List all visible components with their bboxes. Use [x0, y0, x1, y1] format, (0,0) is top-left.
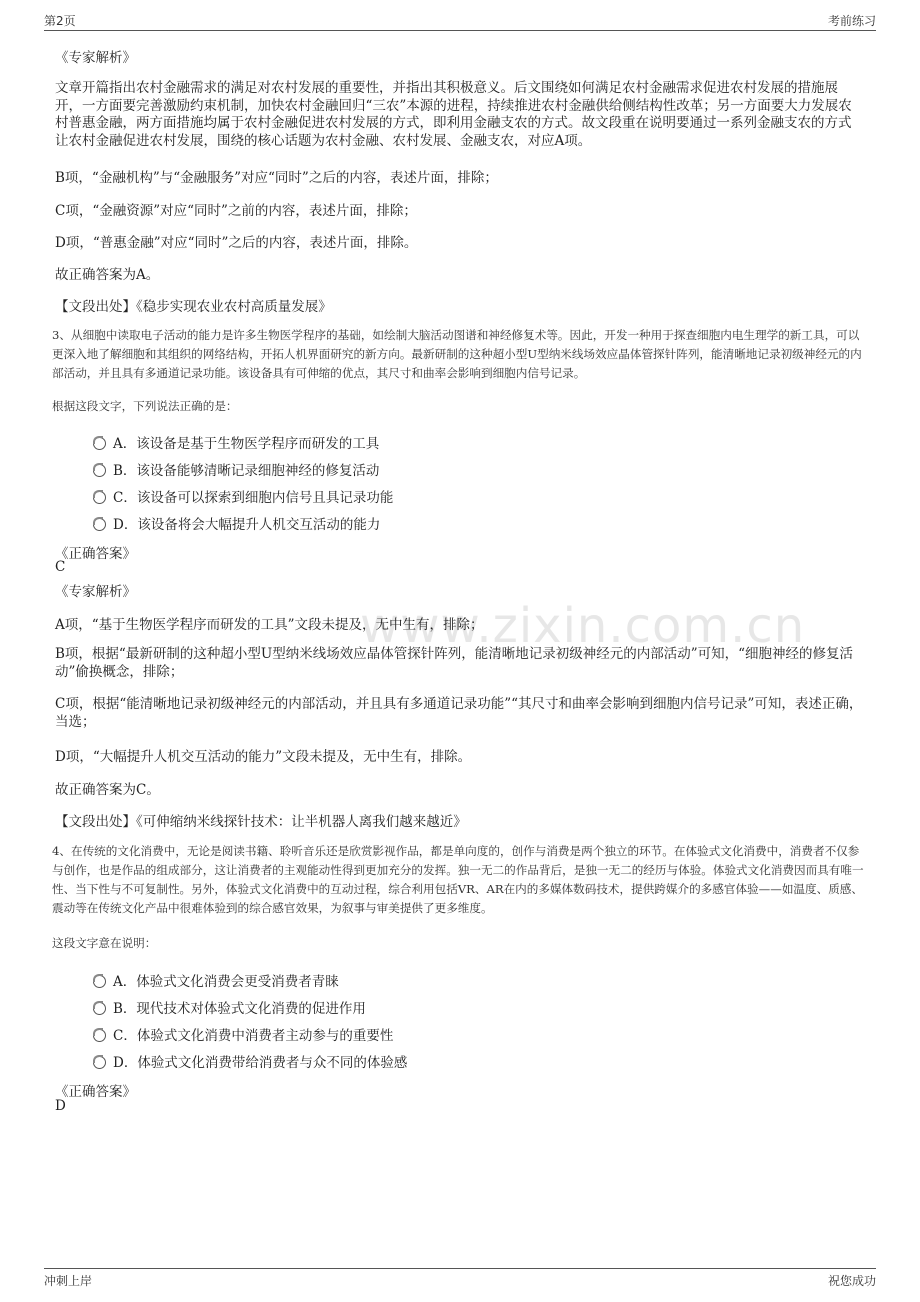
- radio-icon[interactable]: [93, 1002, 106, 1015]
- header-title: 考前练习: [827, 14, 876, 28]
- radio-icon[interactable]: [93, 1056, 106, 1069]
- page-number: 第2页: [44, 14, 76, 28]
- question-4-option-b[interactable]: B．现代技术对体验式文化消费的促进作用: [93, 997, 366, 1017]
- answer-label: 《正确答案》: [55, 1084, 136, 1100]
- radio-icon[interactable]: [93, 437, 106, 450]
- conclusion: 故正确答案为A。: [55, 267, 160, 283]
- footer-left: 冲刺上岸: [44, 1274, 93, 1288]
- analysis-text: 文章开篇指出农村金融需求的满足对农村发展的重要性，并指出其积极意义。后文围绕如何满足农村金融需求促进农村发展的措施展开，一方面要完善激励约束机制，加快农村金融回归“三农”本源的进程，持续推进农村金融供给侧结构性改革；另一方面要大力发展农村普惠金融，两方面措施均属于农村金融促进农村发展的方式，即利用金融支农的方式。故文段重在说明要通过一系列金融支农的方式让农村金融促进农村发展，围绕的核心话题为农村金融、农村发展、金融支农，对应A项。: [55, 80, 852, 149]
- question-3-option-c[interactable]: C．该设备可以探索到细胞内信号且具记录功能: [93, 486, 393, 506]
- question-3-option-d[interactable]: D．该设备将会大幅提升人机交互活动的能力: [93, 513, 380, 533]
- question-4-option-d[interactable]: D．体验式文化消费带给消费者与众不同的体验感: [93, 1051, 407, 1071]
- radio-icon[interactable]: [93, 491, 106, 504]
- radio-icon[interactable]: [93, 975, 106, 988]
- analysis-option-a: A项，“基于生物医学程序而研发的工具”文段未提及，无中生有，排除；: [55, 617, 484, 633]
- question-4-stem: 4、在传统的文化消费中，无论是阅读书籍、聆听音乐还是欣赏影视作品，都是单向度的，创作与消费是两个独立的环节。在体验式文化消费中，消费者不仅参与创作，也是作品的组成部分，这让消费者的主观能动性得到更加充分的发挥。独一无二的作品背后，是独一无二的经历与体验。体验式文化消费因而具有唯一性、当下性与不可复制性。另外，体验式文化消费中的互动过程，综合利用包括VR、AR在内的多媒体数码技术，提供跨媒介的多感官体验——如温度、质感、震动等在传统文化产品中很难体验到的综合感官效果，为叙事与审美提供了更多维度。: [52, 844, 864, 915]
- analysis-option-b: B项，根据“最新研制的这种超小型U型纳米线场效应晶体管探针阵列，能清晰地记录初级神经元的内部活动”可知，“细胞神经的修复活动”偷换概念，排除；: [55, 646, 854, 680]
- watermark: www.zixin.com.cn: [360, 598, 806, 654]
- question-3-option-a[interactable]: A．该设备是基于生物医学程序而研发的工具: [93, 432, 379, 452]
- source: 【文段出处】《稳步实现农业农村高质量发展》: [55, 299, 332, 315]
- radio-icon[interactable]: [93, 1029, 106, 1042]
- analysis-option-b: B项，“金融机构”与“金融服务”对应“同时”之后的内容，表述片面，排除；: [55, 170, 498, 186]
- source: 【文段出处】《可伸缩纳米线探针技术：让半机器人离我们越来越近》: [55, 814, 467, 830]
- page-header: [44, 12, 876, 31]
- question-3-stem: 3、从细胞中读取电子活动的能力是许多生物医学程序的基础，如绘制大脑活动图谱和神经修复术等。因此，开发一种用于探查细胞内电生理学的新工具，可以更深入地了解细胞和其组织的网络结构，开拓人机界面研究的新方向。最新研制的这种超小型U型纳米线场效应晶体管探针阵列，能清晰地记录初级神经元的内部活动，并且具有多通道记录功能。该设备具有可伸缩的优点，其尺寸和曲率会影响到细胞内信号记录。: [52, 328, 862, 380]
- analysis-label: 《专家解析》: [55, 584, 136, 600]
- analysis-option-d: D项，“普惠金融”对应“同时”之后的内容，表述片面，排除。: [55, 235, 418, 251]
- radio-icon[interactable]: [93, 518, 106, 531]
- footer-right: 祝您成功: [827, 1274, 876, 1288]
- radio-icon[interactable]: [93, 464, 106, 477]
- question-3-prompt: 根据这段文字，下列说法正确的是：: [52, 399, 238, 413]
- analysis-option-c: C项，“金融资源”对应“同时”之前的内容，表述片面，排除；: [55, 203, 417, 219]
- question-4-option-a[interactable]: A．体验式文化消费会更受消费者青睐: [93, 970, 339, 990]
- question-4-option-c[interactable]: C．体验式文化消费中消费者主动参与的重要性: [93, 1024, 393, 1044]
- analysis-label: 《专家解析》: [55, 50, 136, 66]
- conclusion: 故正确答案为C。: [55, 782, 160, 798]
- answer-label: 《正确答案》: [55, 546, 136, 562]
- question-4-prompt: 这段文字意在说明：: [52, 936, 157, 950]
- answer-value: D: [55, 1098, 66, 1114]
- analysis-option-c: C项，根据“能清晰地记录初级神经元的内部活动，并且具有多通道记录功能”“其尺寸和曲率会影响到细胞内信号记录”可知，表述正确，当选；: [55, 696, 863, 730]
- analysis-option-d: D项，“大幅提升人机交互活动的能力”文段未提及，无中生有，排除。: [55, 749, 472, 765]
- question-3-option-b[interactable]: B．该设备能够清晰记录细胞神经的修复活动: [93, 459, 379, 479]
- answer-value: C: [55, 559, 66, 575]
- page-footer: [44, 1268, 876, 1294]
